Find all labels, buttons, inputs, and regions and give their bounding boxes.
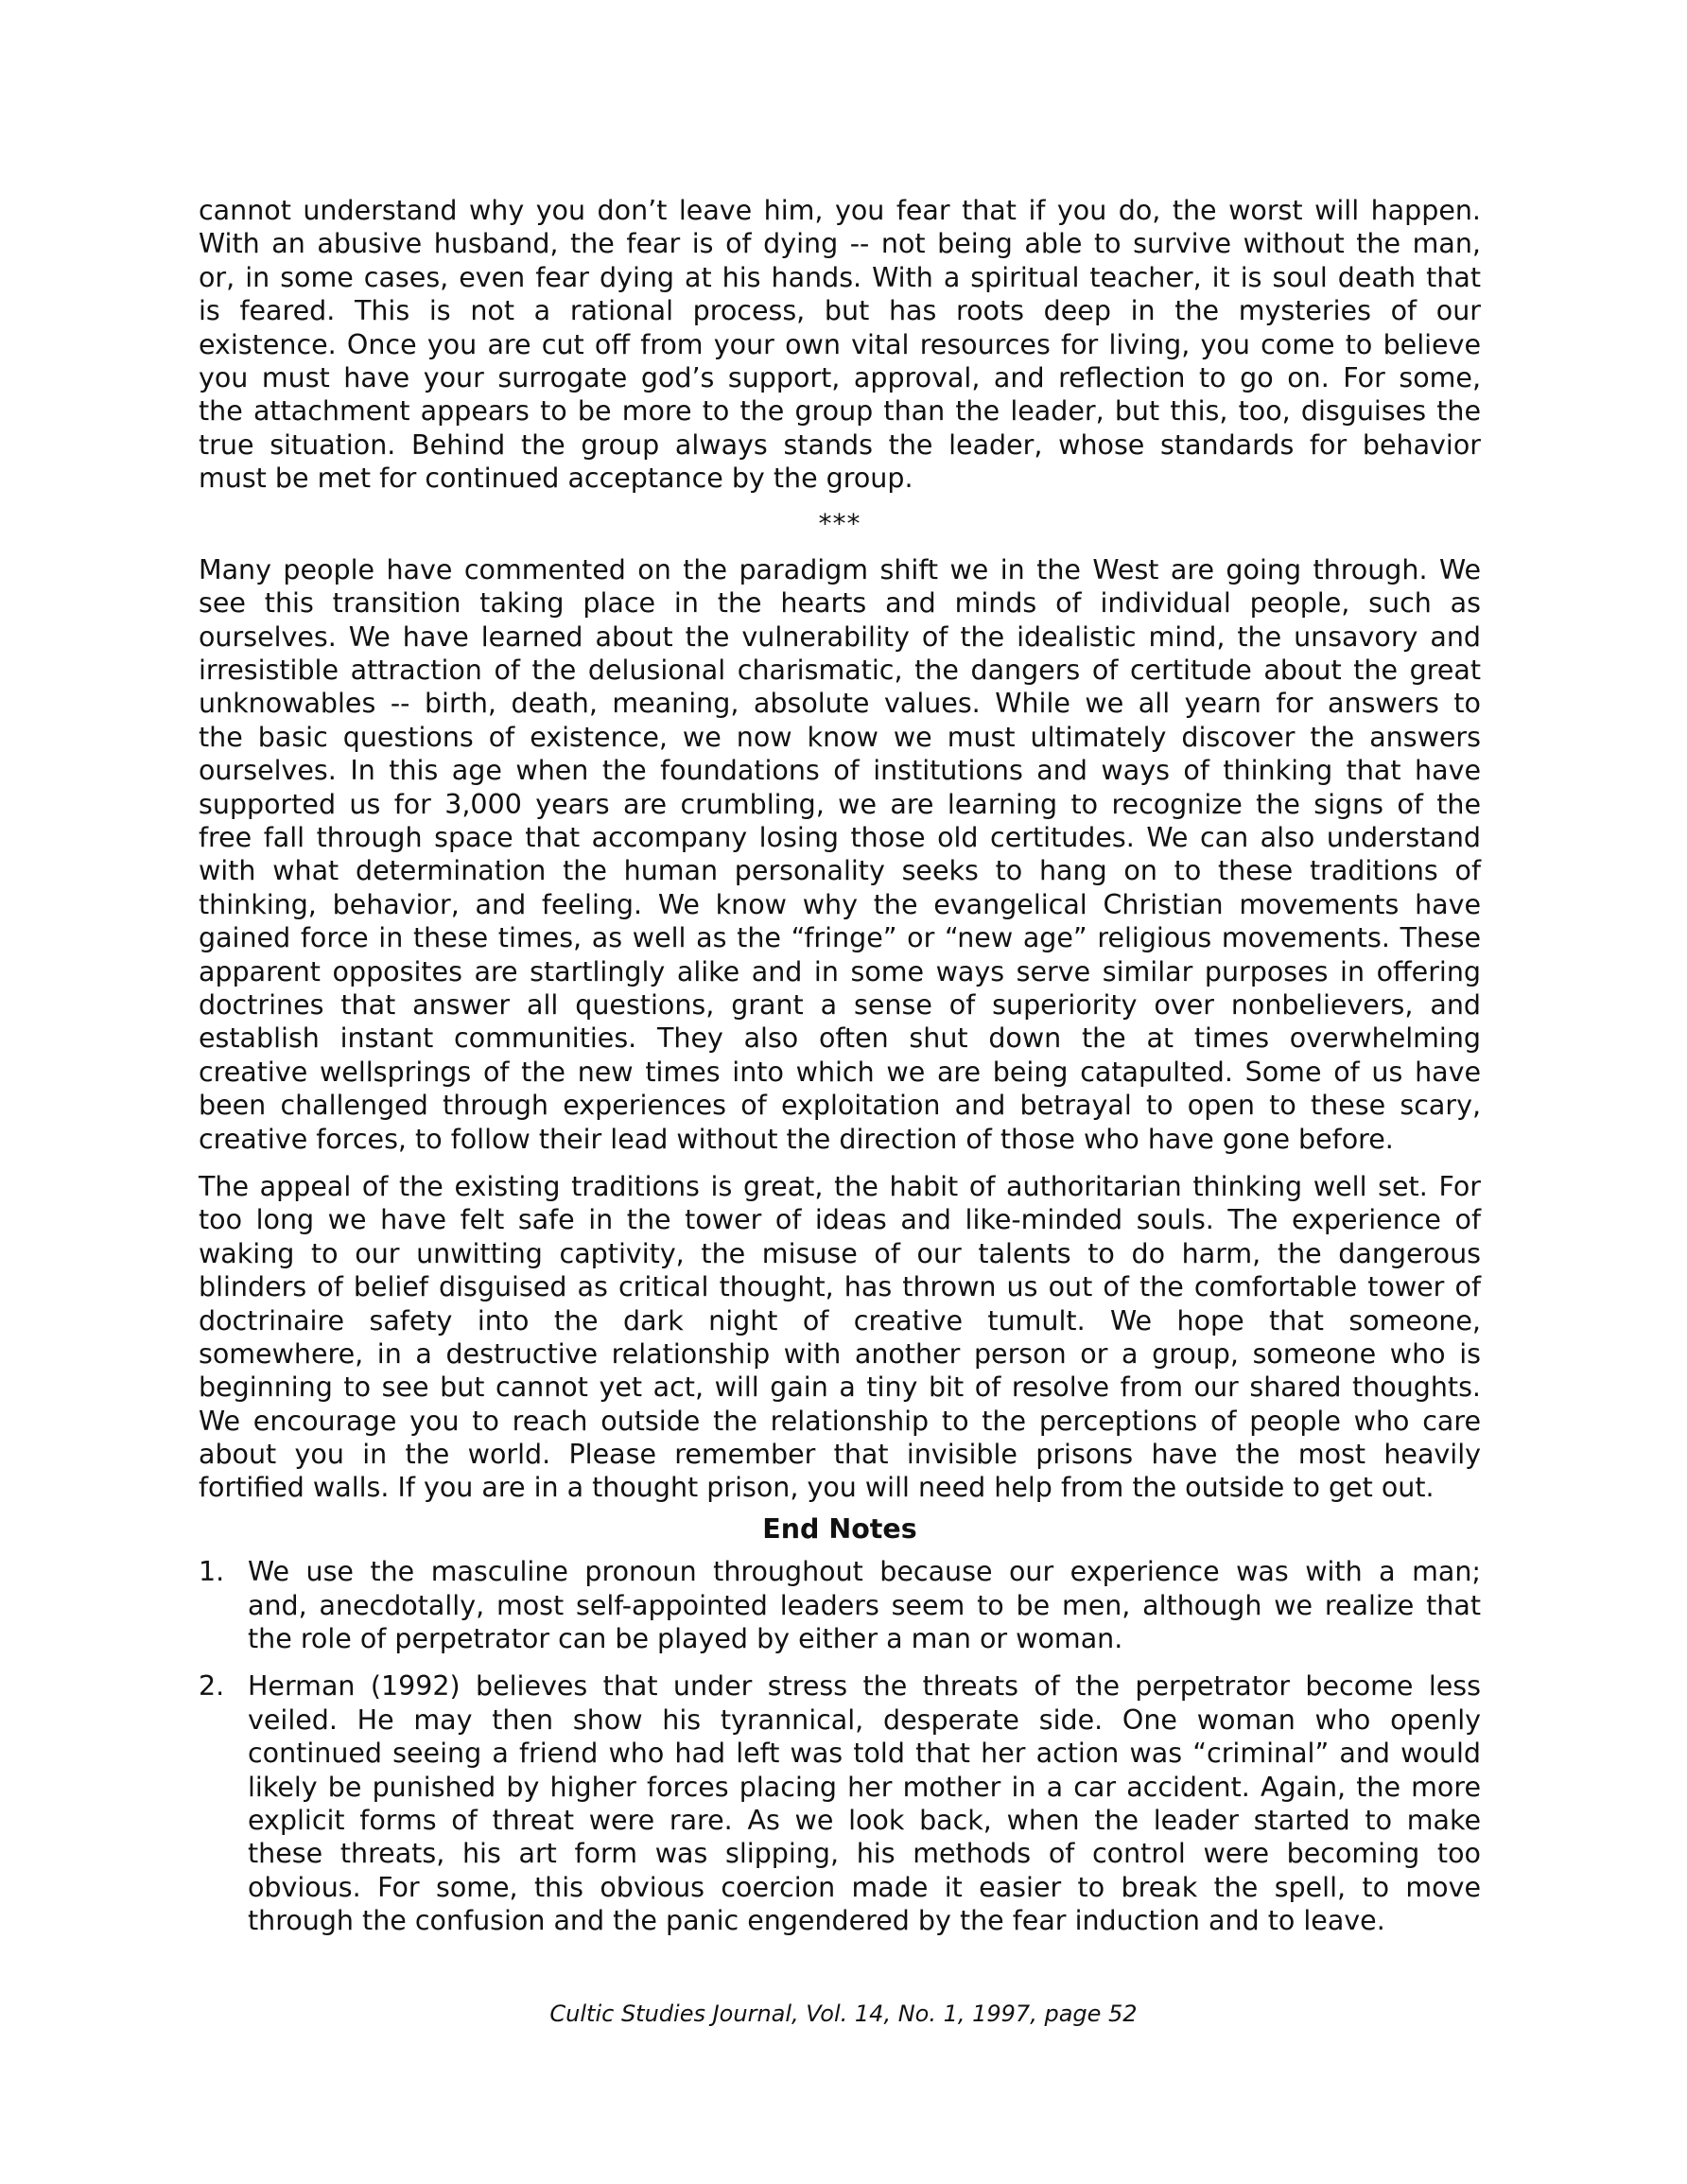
text-line: ourselves. We have learned about the vulnerability of the idealistic mind, the unsavory and xyxy=(199,620,1481,653)
text-line: is feared. This is not a rational process, but has roots deep in the mysteries of our xyxy=(199,295,1481,327)
text-line: free fall through space that accompany losing those old certitudes. We can also understand xyxy=(199,822,1481,854)
text-line: The appeal of the existing traditions is great, the habit of authoritarian thinking well set. For xyxy=(199,1170,1481,1202)
text-line: you must have your surrogate god’s support, approval, and reflection to go on. For some, xyxy=(199,361,1481,393)
text-line: waking to our unwitting captivity, the misuse of our talents to do harm, the dangerous xyxy=(199,1237,1481,1269)
text-line: With an abusive husband, the fear is of dying -- not being able to survive without the man, xyxy=(199,228,1481,260)
text-line: been challenged through experiences of exploitation and betrayal to open to these scary, xyxy=(199,1090,1481,1122)
text-line: about you in the world. Please remember that invisible prisons have the most heavily xyxy=(199,1439,1481,1471)
page-footer: Cultic Studies Journal, Vol. 14, No. 1, 1997, page 52 xyxy=(549,2001,1138,2027)
text-line: ourselves. In this age when the foundations of institutions and ways of thinking that have xyxy=(199,755,1481,787)
text-line: gained force in these times, as well as the “fringe” or “new age” religious movements. These xyxy=(199,922,1481,954)
text-line: blinders of belief disguised as critical thought, has thrown us out of the comfortable tower of xyxy=(199,1271,1481,1303)
text-line: thinking, behavior, and feeling. We know why the evangelical Christian movements have xyxy=(199,888,1481,920)
endnote-number: 2. xyxy=(199,1670,225,1703)
text-line: establish instant communities. They also often shut down the at times overwhelming xyxy=(199,1022,1481,1055)
text-line: continued seeing a friend who had left was told that her action was “criminal” and would xyxy=(248,1738,1481,1770)
text-line: We use the masculine pronoun throughout because our experience was with a man; xyxy=(248,1556,1481,1588)
text-line: too long we have felt safe in the tower of ideas and like-minded souls. The experience of xyxy=(199,1204,1481,1236)
text-line: fortified walls. If you are in a thought prison, you will need help from the outside to get out. xyxy=(199,1472,1435,1504)
text-line: somewhere, in a destructive relationship with another person or a group, someone who is xyxy=(199,1337,1481,1370)
text-line: true situation. Behind the group always stands the leader, whose standards for behavior xyxy=(199,428,1481,461)
text-line: through the confusion and the panic engendered by the fear induction and to leave. xyxy=(248,1905,1385,1937)
text-line: veiled. He may then show his tyrannical, desperate side. One woman who openly xyxy=(248,1704,1481,1736)
text-line: cannot understand why you don’t leave him, you fear that if you do, the worst will happen. xyxy=(199,195,1481,226)
text-line: We encourage you to reach outside the relationship to the perceptions of people who care xyxy=(199,1405,1481,1437)
text-line: the basic questions of existence, we now know we must ultimately discover the answers xyxy=(199,721,1481,753)
text-line: or, in some cases, even fear dying at his hands. With a spiritual teacher, it is soul death that xyxy=(199,261,1481,293)
text-line: Herman (1992) believes that under stress the threats of the perpetrator become less xyxy=(248,1670,1481,1703)
paragraph-1 xyxy=(199,194,1481,496)
section-separator: *** xyxy=(818,507,861,539)
text-line: Many people have commented on the paradigm shift we in the West are going through. We xyxy=(199,553,1481,585)
text-line: beginning to see but cannot yet act, will gain a tiny bit of resolve from our shared thoughts. xyxy=(199,1372,1481,1404)
text-line: doctrinaire safety into the dark night of creative tumult. We hope that someone, xyxy=(199,1304,1481,1337)
text-line: these threats, his art form was slipping, his methods of control were becoming too xyxy=(248,1838,1481,1870)
text-line: existence. Once you are cut off from your own vital resources for living, you come to believe xyxy=(199,328,1481,360)
text-line: must be met for continued acceptance by the group. xyxy=(199,463,913,495)
text-line: the role of perpetrator can be played by either a man or woman. xyxy=(248,1623,1123,1655)
text-line: doctrines that answer all questions, grant a sense of superiority over nonbelievers, and xyxy=(199,989,1481,1021)
text-line: apparent opposites are startlingly alike and in some ways serve similar purposes in offering xyxy=(199,955,1481,987)
text-line: obvious. For some, this obvious coercion made it easier to break the spell, to move xyxy=(248,1871,1481,1903)
text-line: likely be punished by higher forces placing her mother in a car accident. Again, the more xyxy=(248,1771,1481,1803)
text-line: irresistible attraction of the delusional charismatic, the dangers of certitude about the great xyxy=(199,655,1481,687)
text-line: the attachment appears to be more to the group than the leader, but this, too, disguises the xyxy=(199,395,1481,428)
page-body xyxy=(199,194,1481,1938)
text-line: with what determination the human personality seeks to hang on to these traditions of xyxy=(199,855,1481,887)
text-line: creative wellsprings of the new times into which we are being catapulted. Some of us have xyxy=(199,1056,1481,1088)
paragraph-2 xyxy=(199,553,1481,1156)
text-line: see this transition taking place in the hearts and minds of individual people, such as xyxy=(199,587,1481,620)
paragraph-3 xyxy=(199,1170,1481,1505)
text-line: unknowables -- birth, death, meaning, absolute values. While we all yearn for answers to xyxy=(199,688,1481,720)
text-line: explicit forms of threat were rare. As we look back, when the leader started to make xyxy=(248,1805,1481,1836)
endnote-2 xyxy=(199,1669,1481,1937)
endnote-1 xyxy=(199,1555,1481,1655)
text-line: creative forces, to follow their lead without the direction of those who have gone before. xyxy=(199,1123,1394,1155)
text-line: supported us for 3,000 years are crumbling, we are learning to recognize the signs of the xyxy=(199,788,1481,820)
endnote-number: 1. xyxy=(199,1556,225,1588)
text-line: and, anecdotally, most self-appointed leaders seem to be men, although we realize that xyxy=(248,1589,1481,1621)
endnotes-heading: End Notes xyxy=(762,1512,917,1545)
